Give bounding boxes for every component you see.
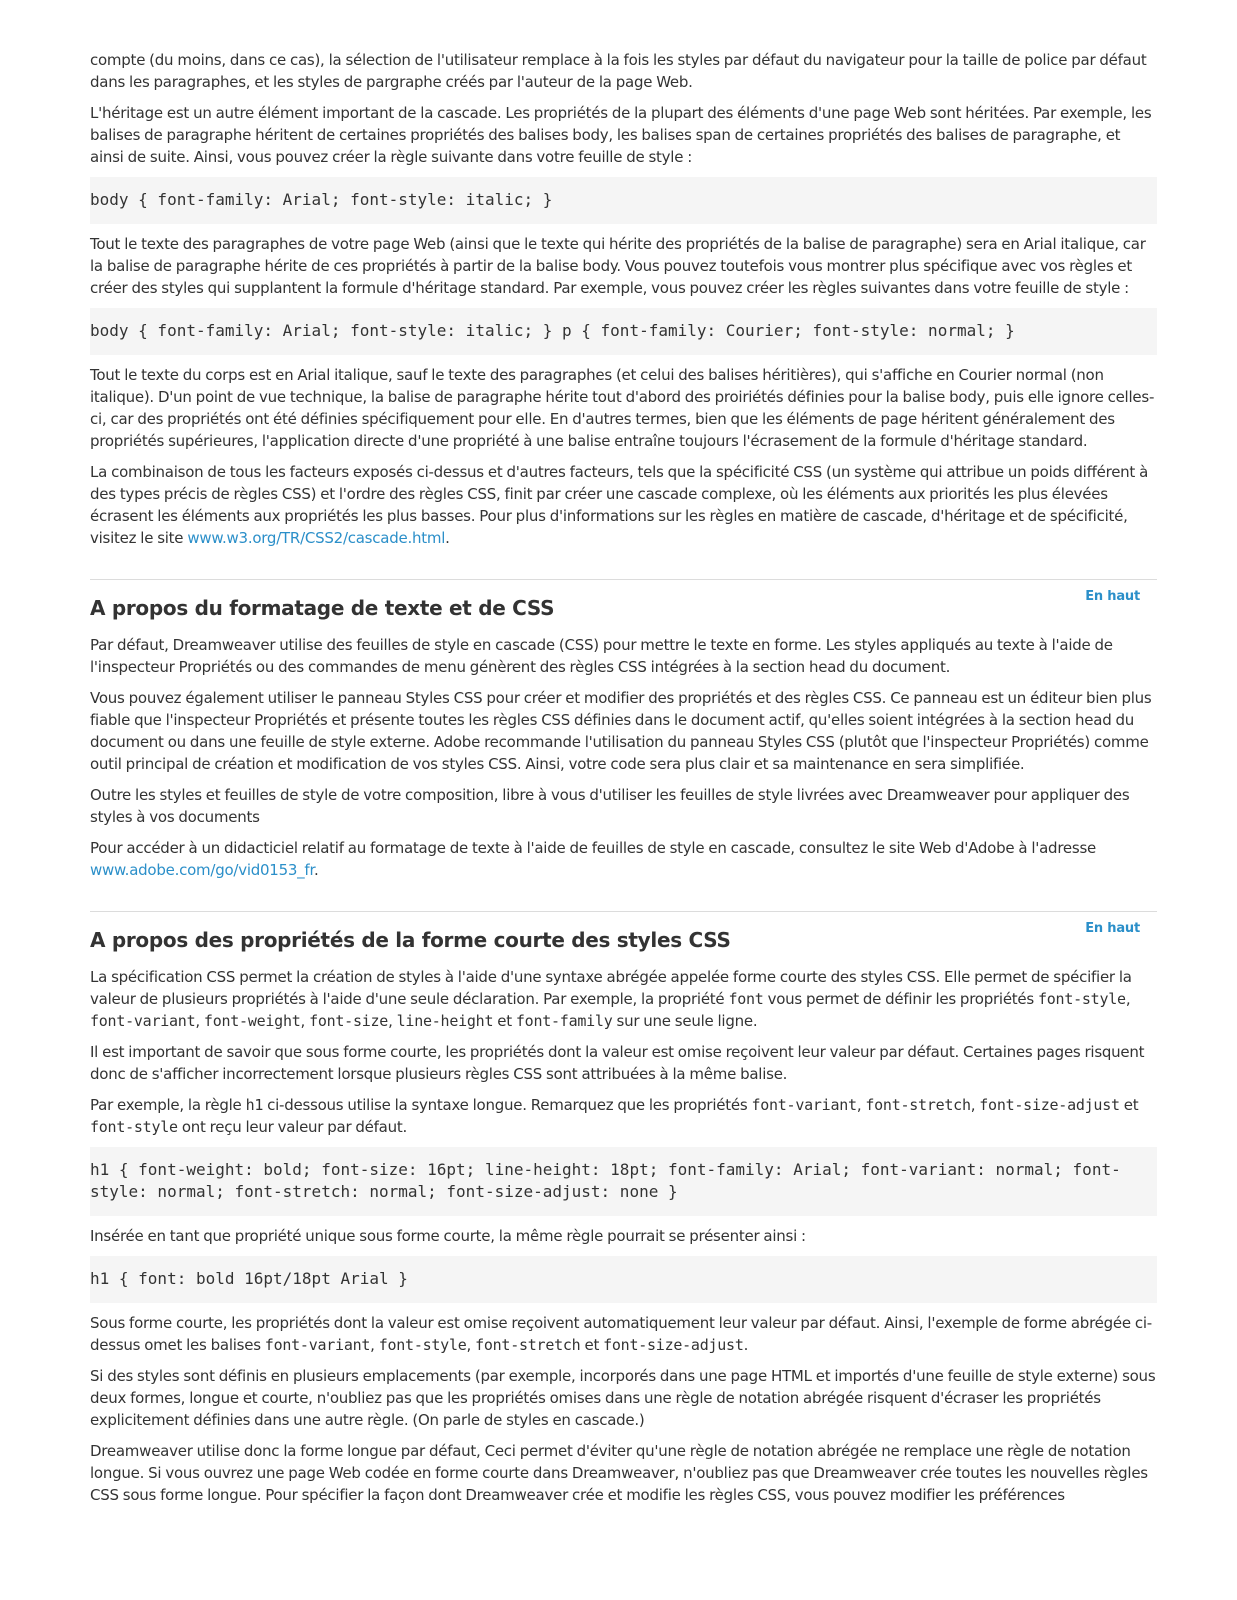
inline-code: font-style <box>1038 990 1126 1008</box>
inline-code: font-size <box>309 1012 389 1030</box>
paragraph-text: La combinaison de tous les facteurs exposés ci-dessus et d'autres facteurs, tels que la spécificité CSS (un système qui attribue un poids différent à des types précis de règles CSS) et l'ordre des règles CSS, finit par créer une cascade complexe, où les éléments aux priorités les plus élevées écrasent les éléments aux propriétés les plus basses. Pour plus d'informations sur les règles en matière de cascade, d'héritage et de spécificité, visitez le site <box>90 463 1149 547</box>
paragraph-text: , <box>466 1336 476 1354</box>
paragraph: Si des styles sont définis en plusieurs emplacements (par exemple, incorporés dans une page HTML et importés d'une feuille de style externe) sous deux formes, longue et courte, n'oubliez pas que les propriétés omises dans une règle de notation abrégée risquent d'écraser les propriétés explicitement définies dans une autre règle. (On parle de styles en cascade.) <box>90 1367 1156 1429</box>
code-block: h1 { font-weight: bold; font-size: 16pt; line-height: 18pt; font-family: Arial; font-variant: normal; font-style: normal; font-stretch: normal; font-size-adjust: none } <box>90 1147 1157 1216</box>
inline-code: font-stretch <box>475 1336 581 1354</box>
paragraph: Par défaut, Dreamweaver utilise des feuilles de style en cascade (CSS) pour mettre le texte en forme. Les styles appliqués au texte à l'aide de l'inspecteur Propriétés ou des commandes de menu génèrent des règles CSS intégrées à la section head du document. <box>90 636 1113 676</box>
code-block: h1 { font: bold 16pt/18pt Arial } <box>90 1256 1157 1303</box>
paragraph-text: Sous forme courte, les propriétés dont la valeur est omise reçoivent automatiquement leur valeur par défaut. Ainsi, l'exemple de forme abrégée ci-dessus omet les balises <box>90 1314 1152 1354</box>
paragraph-text: , <box>370 1336 379 1354</box>
paragraph: Tout le texte du corps est en Arial italique, sauf le texte des paragraphes (et celui des balises héritières), qui s'affiche en Courier normal (non italique). D'un point de vue technique, la balise de paragraphe hérite tout d'abord des proiriétés définies pour la balise body, puis elle ignore celles-ci, car des propriétés ont été définies spécifiquement pour elle. En d'autres termes, bien que les éléments de page héritent généralement des propriétés supérieures, l'application directe d'une propriété à une balise entraîne toujours l'écrasement de la formule d'héritage standard. <box>90 366 1155 450</box>
inline-code: line-height <box>396 1012 494 1030</box>
inline-code: font-family <box>515 1012 613 1030</box>
paragraph: L'héritage est un autre élément important de la cascade. Les propriétés de la plupart des éléments d'une page Web sont héritées. Par exemple, les balises de paragraphe héritent de certaines propriétés des balises body, les balises span de certaines propriétés des balises de paragraphe, et ainsi de suite. Ainsi, vous pouvez créer la règle suivante dans votre feuille de style : <box>90 104 1152 166</box>
paragraph-text: vous permet de définir les propriétés <box>763 990 1038 1008</box>
paragraph-text: et <box>580 1336 604 1354</box>
paragraph-text: ci-dessous utilise la syntaxe longue. Remarquez que les propriétés <box>263 1096 752 1114</box>
paragraph-text: La spécification CSS permet la création de styles à l'aide d'une syntaxe abrégée appelée forme courte des styles CSS. Elle permet de spécifier la valeur de plusieurs propriétés à l'aide d'une seule déclaration. Par exemple, la propriété <box>90 968 1132 1008</box>
inline-code: font-variant <box>751 1096 857 1114</box>
back-to-top-link[interactable]: En haut <box>1085 921 1140 936</box>
paragraph <box>90 966 1157 1032</box>
paragraph <box>90 1312 1157 1356</box>
paragraph-text: et <box>1119 1096 1139 1114</box>
paragraph-text: ont reçu leur valeur par défaut. <box>177 1118 408 1136</box>
code-block: body { font-family: Arial; font-style: italic; } <box>90 177 1157 224</box>
inline-code: font-style <box>90 1118 178 1136</box>
paragraph-text: , <box>970 1096 980 1114</box>
inline-code: font <box>728 990 764 1008</box>
paragraph-text: et <box>493 1012 516 1030</box>
code-block: body { font-family: Arial; font-style: italic; } p { font-family: Courier; font-style: normal; } <box>90 308 1157 355</box>
inline-code: font-style <box>378 1336 467 1354</box>
adobe-tutorial-link[interactable]: www.adobe.com/go/vid0153_fr <box>90 861 315 879</box>
paragraph-text: Pour accéder à un didacticiel relatif au formatage de texte à l'aide de feuilles de style en cascade, consultez le site Web d'Adobe à l'adresse <box>90 839 1096 857</box>
paragraph-text: Par exemple, la règle <box>90 1096 246 1114</box>
inline-code: font-stretch <box>865 1096 971 1114</box>
paragraph-text: , <box>300 1012 310 1030</box>
paragraph: Insérée en tant que propriété unique sous forme courte, la même règle pourrait se présenter ainsi : <box>90 1227 806 1245</box>
section-title: A propos des propriétés de la forme courte des styles CSS <box>90 928 731 952</box>
section-text-formatting <box>90 579 1157 881</box>
paragraph: Il est important de savoir que sous forme courte, les propriétés dont la valeur est omise reçoivent leur valeur par défaut. Certaines pages risquent donc de s'afficher incorrectement lorsque plusieurs règles CSS sont attribuées à la même balise. <box>90 1043 1145 1083</box>
back-to-top-link[interactable]: En haut <box>1085 589 1140 604</box>
paragraph: Dreamweaver utilise donc la forme longue par défaut, Ceci permet d'éviter qu'une règle de notation abrégée ne remplace une règle de notation longue. Si vous ouvrez une page Web codée en forme courte dans Dreamweaver, n'oubliez pas que Dreamweaver crée toutes les nouvelles règles CSS sous forme longue. Pour spécifier la façon dont Dreamweaver crée et modifie les règles CSS, vous pouvez modifier les préférences <box>90 1442 1148 1504</box>
paragraph: Tout le texte des paragraphes de votre page Web (ainsi que le texte qui hérite des propriétés de la balise de paragraphe) sera en Arial italique, car la balise de paragraphe hérite de ces propriétés à partir de la balise body. Vous pouvez toutefois vous montrer plus spécifique avec vos règles et créer des styles qui supplantent la formule d'héritage standard. Par exemple, vous pouvez créer les règles suivantes dans votre feuille de style : <box>90 235 1146 297</box>
paragraph-text: sur une seule ligne. <box>612 1012 758 1030</box>
inline-code: font-variant <box>264 1336 371 1354</box>
paragraph <box>90 1094 1157 1138</box>
paragraph: compte (du moins, dans ce cas), la sélection de l'utilisateur remplace à la fois les styles par défaut du navigateur pour la taille de police par défaut dans les paragraphes, et les styles de pargraphe créés par l'auteur de la page Web. <box>90 51 1147 91</box>
paragraph <box>90 837 1157 881</box>
section-title: A propos du formatage de texte et de CSS <box>90 596 555 620</box>
paragraph <box>90 461 1157 549</box>
inline-code: font-weight <box>203 1012 301 1030</box>
paragraph: Vous pouvez également utiliser le panneau Styles CSS pour créer et modifier des propriétés et des règles CSS. Ce panneau est un éditeur bien plus fiable que l'inspecteur Propriétés et présente toutes les règles CSS définies dans le document actif, qu'elles soient intégrées à la section head du document ou dans une feuille de style externe. Adobe recommande l'utilisation du panneau Styles CSS (plutôt que l'inspecteur Propriétés) comme outil principal de création et modification de vos styles CSS. Ainsi, votre code sera plus clair et sa maintenance en sera simplifiée. <box>90 689 1152 773</box>
inline-code: font-size-adjust <box>979 1096 1120 1114</box>
paragraph-text: , <box>195 1012 204 1030</box>
document-page <box>90 49 1157 1506</box>
inline-code: h1 <box>245 1096 264 1114</box>
inline-code: font-variant <box>90 1012 196 1030</box>
w3-cascade-link[interactable]: www.w3.org/TR/CSS2/cascade.html <box>187 529 446 547</box>
paragraph: Outre les styles et feuilles de style de votre composition, libre à vous d'utiliser les feuilles de style livrées avec Dreamweaver pour appliquer des styles à vos documents <box>90 786 1130 826</box>
paragraph-text: . <box>743 1336 749 1354</box>
paragraph-text: , <box>856 1096 866 1114</box>
section-css-shorthand <box>90 911 1157 1506</box>
paragraph-text: , <box>1125 990 1131 1008</box>
paragraph-text: , <box>388 1012 397 1030</box>
paragraph-text: . <box>445 529 450 547</box>
paragraph-text: . <box>314 861 319 879</box>
inline-code: font-size-adjust <box>603 1336 744 1354</box>
